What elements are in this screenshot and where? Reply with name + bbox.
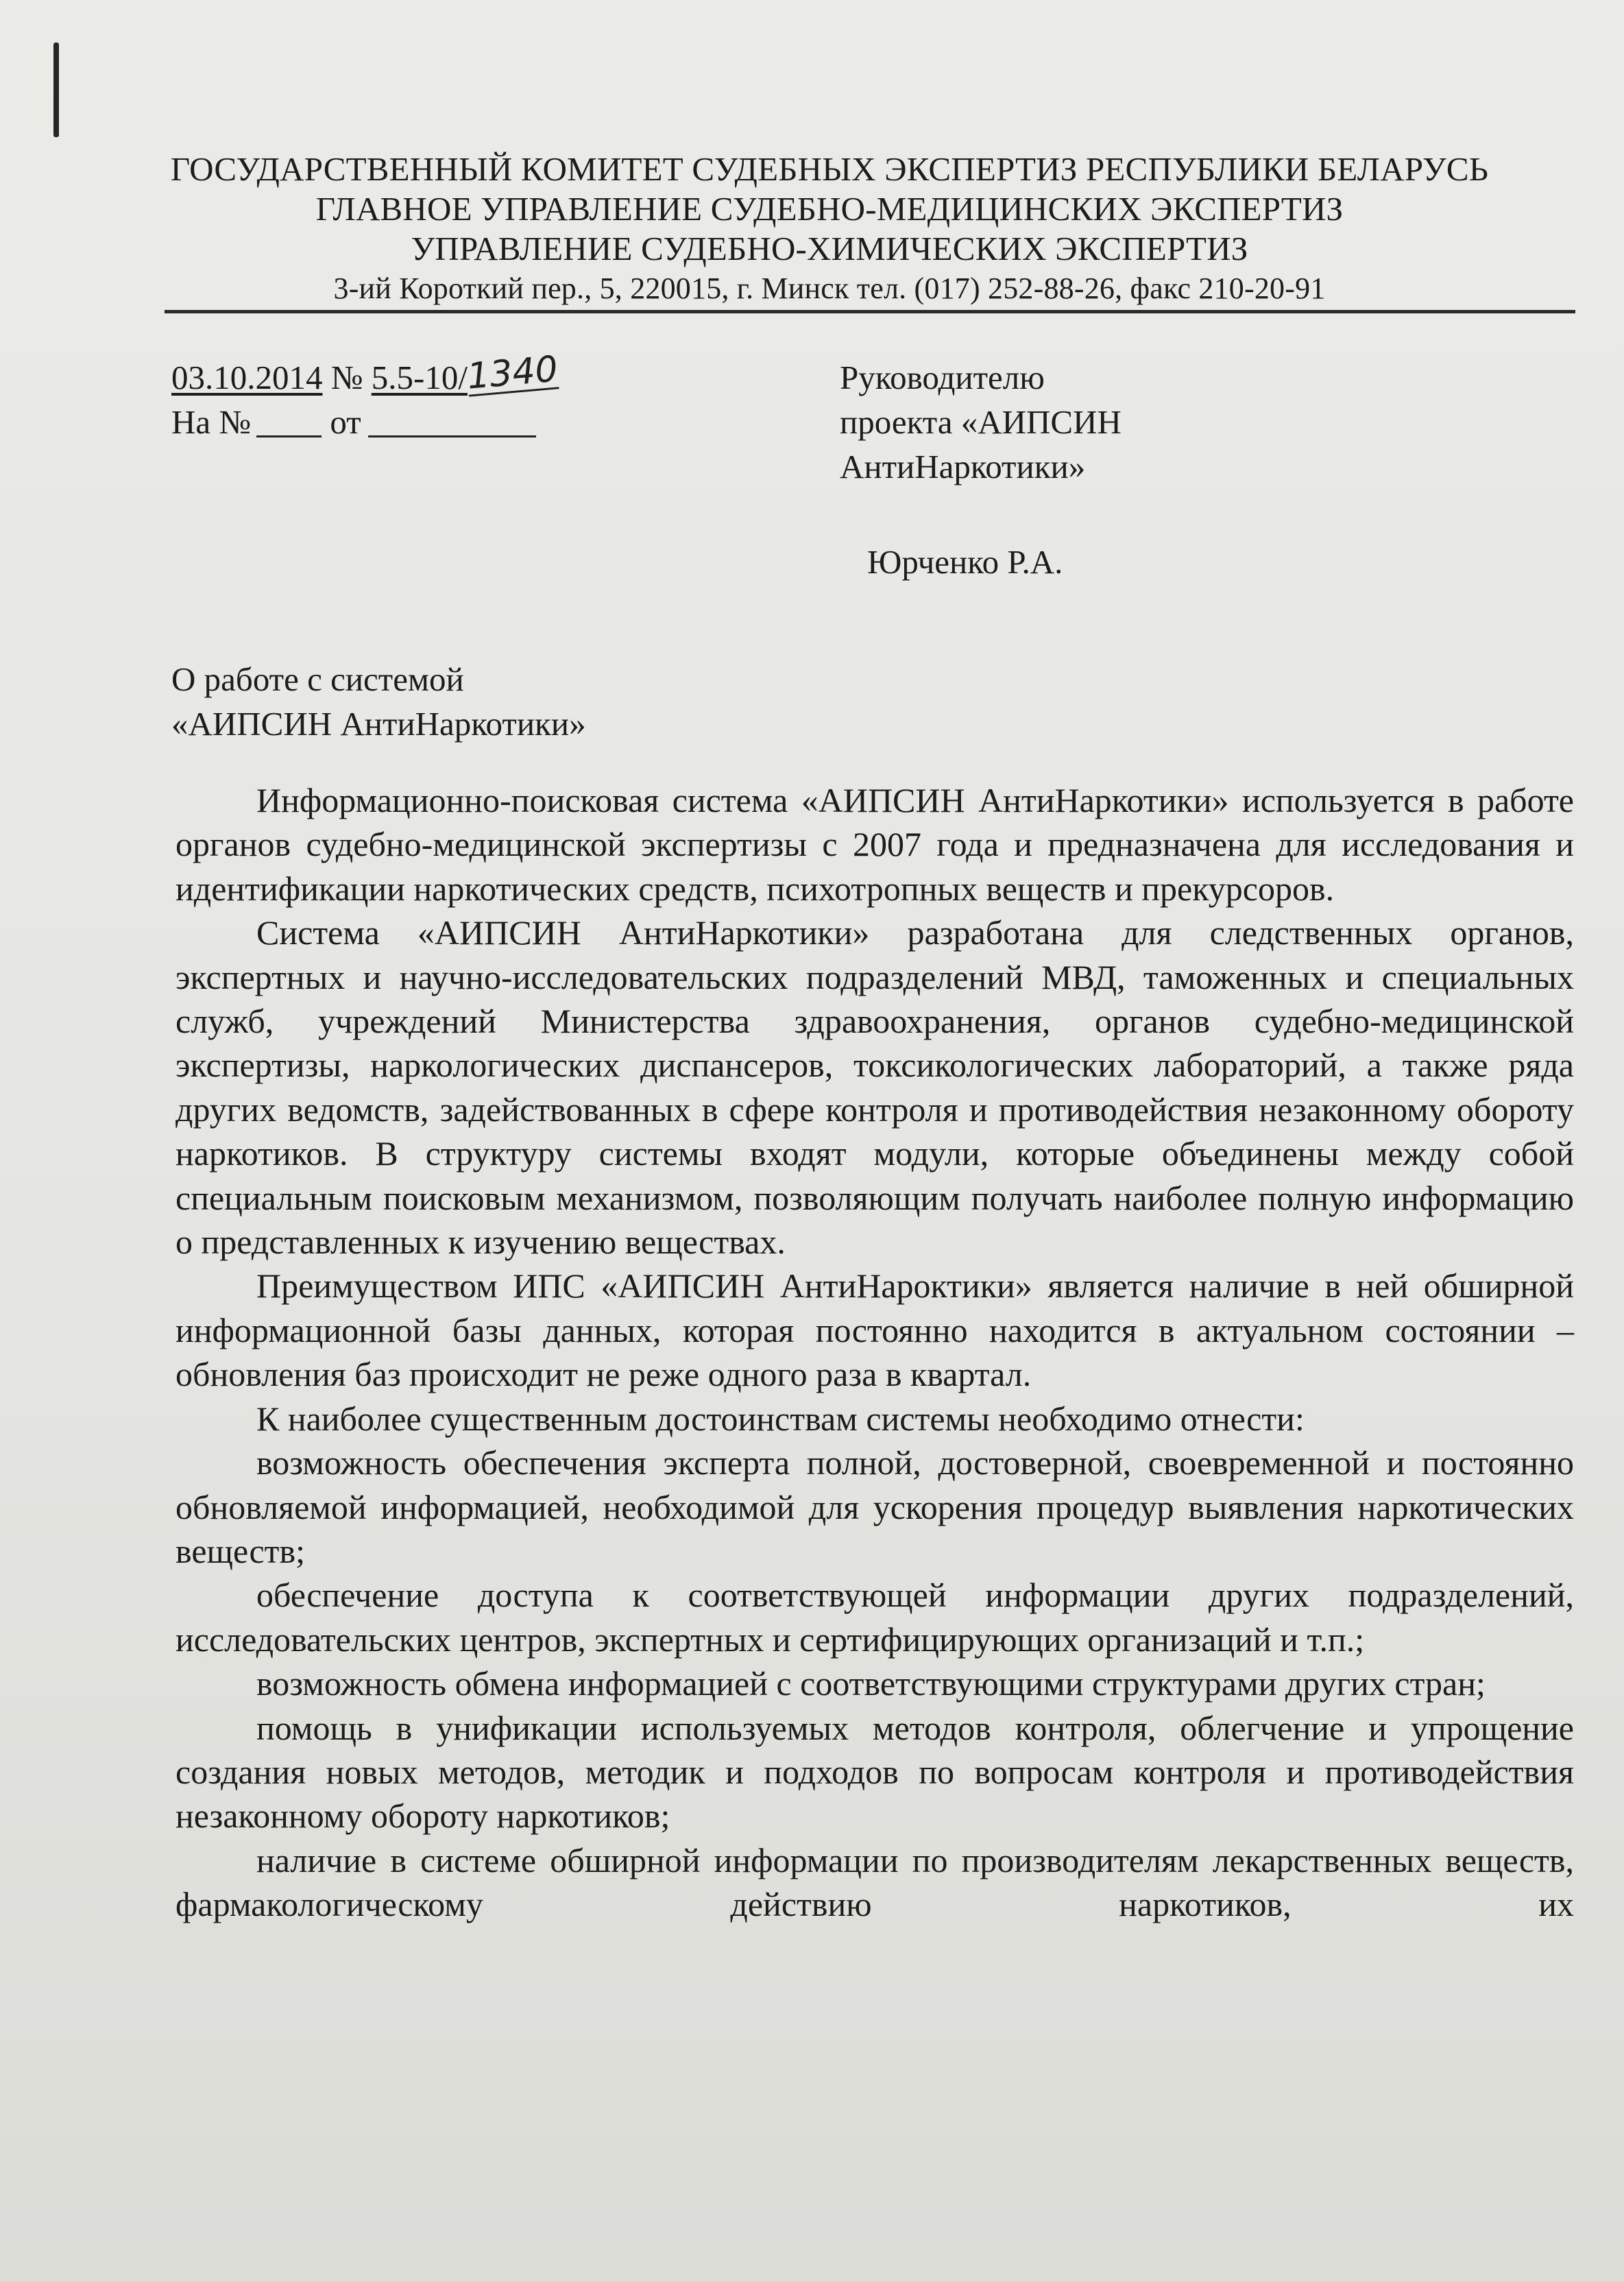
body-list-item: возможность обеспечения эксперта полной, достоверной, своевременной и постоянно обновляемой информацией, необходимой для ускорения процедур выявления наркотических веществ; — [175, 1443, 1574, 1570]
reply-from-label: от — [330, 403, 361, 441]
body-list-item: возможность обмена информацией с соответствующими структурами других стран; — [256, 1664, 1486, 1703]
body-paragraph: Информационно-поисковая система «АИПСИН АнтиНаркотики» используется в работе органов судебно-медицинской экспертизы с 2007 года и предназначена для исследования и идентификации наркотических средств, психотропных веществ и прекурсоров. — [175, 781, 1574, 908]
number-sign: № — [330, 359, 363, 396]
reference-date: 03.10.2014 — [171, 359, 323, 396]
addressee-line-3: АнтиНаркотики» — [840, 448, 1086, 485]
addressee-line-1: Руководителю — [840, 359, 1045, 396]
letterhead-line-main-department: ГЛАВНОЕ УПРАВЛЕНИЕ СУДЕБНО-МЕДИЦИНСКИХ ЭКСПЕРТИЗ — [315, 190, 1344, 228]
letterhead-address: 3-ий Короткий пер., 5, 220015, г. Минск тел. (017) 252-88-26, факс 210-20-91 — [333, 272, 1326, 305]
addressee-line-2: проекта «АИПСИН — [840, 403, 1122, 441]
reply-reference-row — [171, 400, 692, 444]
body-paragraph: Система «АИПСИН АнтиНаркотики» разработана для следственных органов, экспертных и научно-исследовательских подразделений МВД, таможенных и специальных служб, учреждений Министерства здравоохранения, органов судебно-медицинской экспертизы, наркологических диспансеров, токсикологических лабораторий, а также ряда других ведомств, задействованных в сфере контроля и противодействия незаконному обороту наркотиков. В структуру системы входят модули, которые объединены между собой специальным поисковым механизмом, позволяющим получать наиболее полную информацию о представленных к изучению веществах. — [175, 913, 1574, 1262]
margin-pen-mark — [53, 43, 59, 137]
subject-line-2: «АИПСИН АнтиНаркотики» — [171, 705, 586, 743]
reply-prefix: На № — [171, 403, 252, 441]
body-list-item: помощь в унификации используемых методов контроля, облегчение и упрощение создания новых методов, методик и подходов по вопросам контроля и противодействия незаконному обороту наркотиков; — [175, 1708, 1574, 1836]
letter-subject — [171, 657, 788, 746]
subject-line-1: О работе с системой — [171, 660, 464, 698]
reply-date-blank — [368, 408, 536, 437]
body-paragraph: Преимуществом ИПС «АИПСИН АнтиНароктики» является наличие в ней обширной информационной базы данных, которая постоянно находится в актуальном состоянии – обновления баз происходит не реже одного раза в квартал. — [175, 1266, 1574, 1394]
body-paragraph: К наиболее существенным достоинствам системы необходимо отнести: — [256, 1399, 1305, 1438]
body-list-item: наличие в системе обширной информации по производителям лекарственных веществ, фармакологическому действию наркотиков, их — [175, 1840, 1574, 1924]
outgoing-reference — [171, 348, 692, 444]
reply-number-blank — [256, 408, 322, 437]
reference-date-number-row — [171, 348, 692, 400]
letterhead-divider — [165, 310, 1575, 313]
letter-body — [175, 778, 1574, 1927]
handwritten-number: 1340 — [465, 348, 560, 398]
body-list-item: обеспечение доступа к соответствующей информации других подразделений, исследовательских центров, экспертных и сертифицирующих организаций и т.п.; — [175, 1576, 1574, 1659]
letterhead-line-committee: ГОСУДАРСТВЕННЫЙ КОМИТЕТ СУДЕБНЫХ ЭКСПЕРТИЗ РЕСПУБЛИКИ БЕЛАРУСЬ — [170, 150, 1489, 188]
reference-number: 5.5-10/ — [371, 359, 468, 396]
addressee-block — [840, 355, 1457, 584]
addressee-name: Юрченко Р.А. — [867, 543, 1063, 581]
letterhead — [158, 149, 1501, 309]
letterhead-line-department: УПРАВЛЕНИЕ СУДЕБНО-ХИМИЧЕСКИХ ЭКСПЕРТИЗ — [411, 230, 1248, 267]
